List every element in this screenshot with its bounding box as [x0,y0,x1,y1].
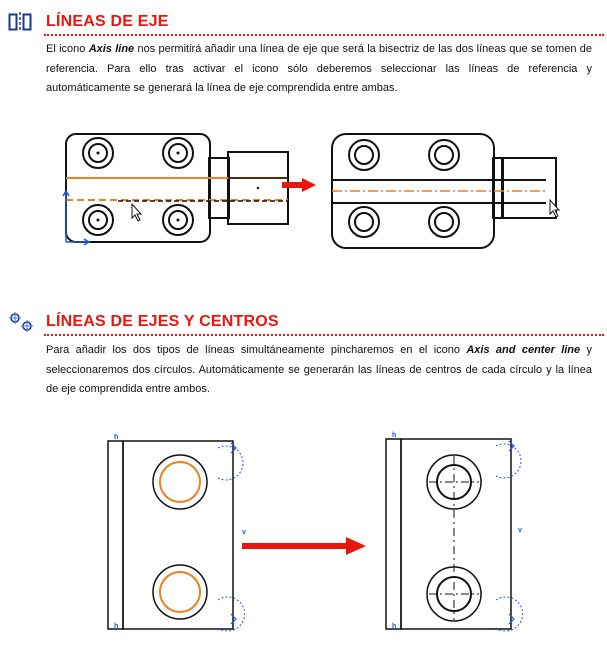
axis-line-term: Axis line [88,43,135,55]
axis-and-center-line-icon[interactable] [8,312,34,332]
axis-and-center-line-term: Axis and center line [466,344,581,356]
section-title: LÍNEAS DE EJES Y CENTROS [46,313,279,330]
title-underline [44,334,604,336]
section-axis-line [0,0,607,280]
dimension-label-v: v [242,529,246,536]
dimension-label-v: v [518,527,522,534]
dimension-label-h-bottom: h [114,623,119,630]
axis-center-before-drawing [100,434,250,634]
dimension-label-h-top: h [392,432,397,439]
axis-center-after-drawing [378,432,528,632]
section-header [8,312,607,336]
section-title: LÍNEAS DE EJE [46,13,169,30]
section-paragraph: Para añadir los dos tipos de líneas simultáneamente pincharemos en el icono Axis and center line y seleccionaremos dos círculos. Automáticamente se generarán las líneas de centros de cada círculo y la línea de eje comprendida entre ambos. [46,344,592,395]
transform-arrow [242,537,368,555]
title-underline [44,34,604,36]
axis-line-icon[interactable] [8,12,34,32]
axis-line-after-drawing [324,128,584,248]
transform-arrow [282,178,322,192]
section-header [8,12,607,36]
dimension-label-h-top: h [114,434,119,441]
section-axis-center-line [0,300,607,658]
dimension-label-h-bottom: h [392,623,397,630]
axis-line-before-drawing [58,128,318,248]
section-paragraph: El icono Axis line nos permitirá añadir una línea de eje que será la bisectriz de las dos líneas que se tomen de referencia. Para ello tras activar el icono sólo deberemos seleccionar las líneas de referencia y automáticamente se generará la línea de eje comprendida entre ambas. [46,43,592,94]
